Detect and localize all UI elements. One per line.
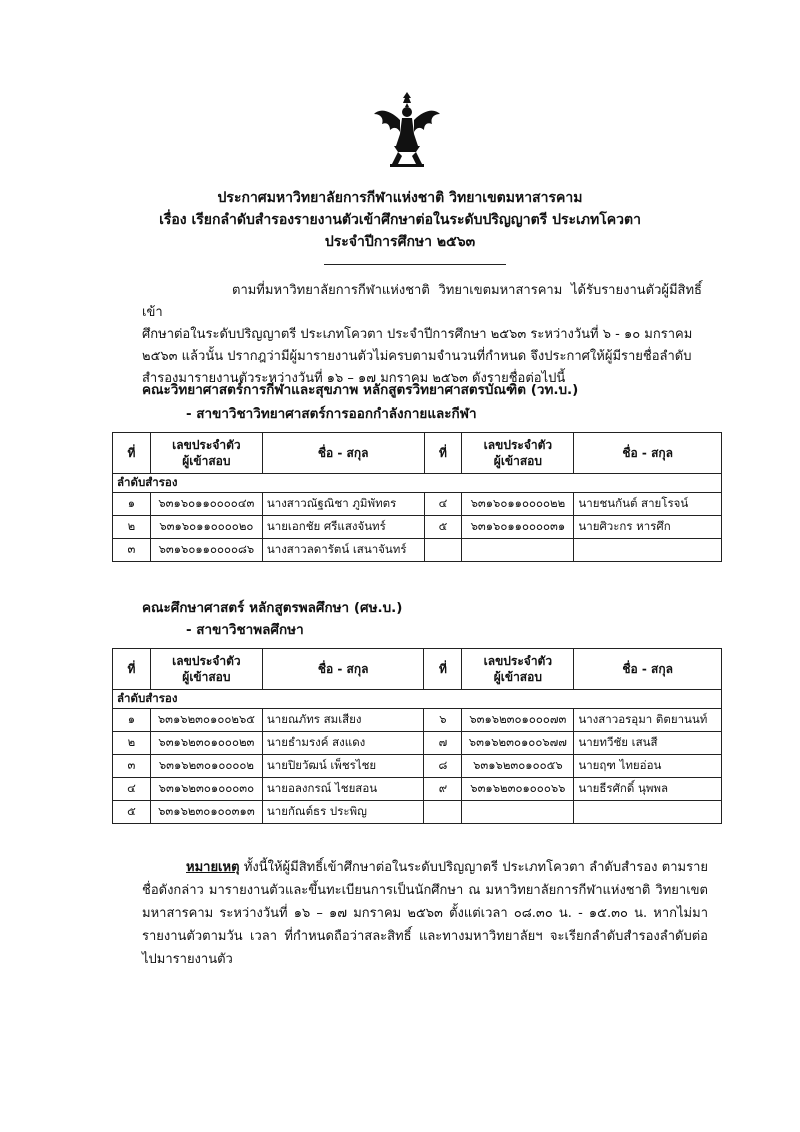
row-id: ๖๓๑๖๒๓๐๑๐๐๒๖๕ [150, 709, 262, 732]
note-text: ทั้งนี้ให้ผู้มีสิทธิ์เข้าศึกษาต่อในระดับปริญญาตรี ประเภทโควตา ลำดับสำรอง ตามรายชื่อดังกล่าว มารายงานตัวและขึ้นทะเบียนการเป็นนักศึกษา ณ มหาวิทยาลัยการกีฬาแห่งชาติ วิทยาเขตมหาสารคาม ระหว่างวันที่ ๑๖ – ๑๗ มกราคม ๒๕๖๓ ตั้งแต่เวลา ๐๘.๓๐ น. - ๑๕.๓๐ น. หากไม่มารายงานตัวตามวัน เวลา ที่กำหนดถือว่าสละสิทธิ์ และทางมหาวิทยาลัยฯ จะเรียกลำดับสำรองลำดับต่อไปมารายงานตัว [142, 860, 708, 967]
header-subject: เรื่อง เรียกลำดับสำรองรายงานตัวเข้าศึกษาต่อในระดับปริญญาตรี ประเภทโควตา [159, 212, 641, 228]
table-header-row [113, 433, 722, 474]
row-no: ๔ [113, 778, 151, 801]
row-id: ๖๓๑๖๐๑๑๐๐๐๐๓๑ [462, 516, 574, 539]
row-no: ๑ [113, 493, 151, 516]
row-no: ๒ [113, 516, 151, 539]
row-no: ๔ [424, 493, 462, 516]
row-id: ๖๓๑๖๒๓๐๑๐๐๖๗๗ [462, 732, 574, 755]
row-name: นายทวีชัย เสนสี [574, 732, 722, 755]
col-name: ชื่อ - สกุล [262, 433, 424, 474]
section1-faculty: คณะวิทยาศาสตร์การกีฬาและสุขภาพ หลักสูตรวิทยาศาสตรบัณฑิต (วท.บ.) [142, 382, 579, 398]
section1-table [112, 432, 722, 562]
table-row [113, 539, 722, 562]
row-name: นายกัณต์ธร ประพิญ [262, 801, 424, 824]
row-name: นายอลงกรณ์ ไชยสอน [262, 778, 424, 801]
row-id: ๖๓๑๖๒๓๐๑๐๐๐๖๖ [462, 778, 574, 801]
row-name: นางสาวอรอุมา ติตยานนท์ [574, 709, 722, 732]
header-year: ประจำปีการศึกษา ๒๕๖๓ [324, 234, 476, 250]
intro-line-2: ศึกษาต่อในระดับปริญญาตรี ประเภทโควตา ประจำปีการศึกษา ๒๕๖๓ ระหว่างวันที่ ๖ - ๑๐ มกราคม [142, 327, 693, 342]
note-paragraph [142, 856, 708, 971]
section2-table [112, 648, 722, 824]
row-id: ๖๓๑๖๐๑๑๐๐๐๐๒๒ [462, 493, 574, 516]
row-id: ๖๓๑๖๒๓๐๑๐๐๐๐๒ [150, 755, 262, 778]
col-no: ที่ [424, 433, 462, 474]
col-id: เลขประจำตัว ผู้เข้าสอบ [462, 649, 574, 690]
section1-major: - สาขาวิชาวิทยาศาสตร์การออกกำลังกายและกีฬา [186, 406, 477, 422]
row-name: นายศิวะกร หารศึก [574, 516, 722, 539]
table-row [113, 755, 722, 778]
table-row [113, 801, 722, 824]
intro-line-1: ตามที่มหาวิทยาลัยการกีฬาแห่งชาติ วิทยาเขตมหาสารคาม ได้รับรายงานตัวผู้มีสิทธิ์เข้า [142, 283, 702, 320]
row-name: นายปิยวัฒน์ เพ็ชรไชย [262, 755, 424, 778]
col-id: เลขประจำตัว ผู้เข้าสอบ [150, 649, 262, 690]
note-lead: หมายเหตุ [186, 860, 240, 875]
table-row [113, 709, 722, 732]
header-title: ประกาศมหาวิทยาลัยการกีฬาแห่งชาติ วิทยาเขตมหาสารคาม [217, 190, 583, 206]
header-divider [324, 264, 506, 265]
col-name: ชื่อ - สกุล [574, 433, 722, 474]
row-name: นางสาวณัฐณิชา ภูมิพัทตร [262, 493, 424, 516]
row-name: นายชนกันต์ สายโรจน์ [574, 493, 722, 516]
section2-major: - สาขาวิชาพลศึกษา [186, 622, 304, 638]
row-no: ๖ [424, 709, 462, 732]
col-id: เลขประจำตัว ผู้เข้าสอบ [150, 433, 262, 474]
row-name: นายณภัทร สมเสียง [262, 709, 424, 732]
group-label: ลำดับสำรอง [113, 474, 722, 493]
row-no: ๕ [424, 516, 462, 539]
col-no: ที่ [113, 433, 151, 474]
intro-line-3: ๒๕๖๓ แล้วนั้น ปรากฎว่ามีผู้มารายงานตัวไม่ครบตามจำนวนที่กำหนด จึงประกาศให้ผู้มีรายชื่อลำดับ [142, 349, 692, 364]
row-no: ๓ [113, 539, 151, 562]
row-name [574, 539, 722, 562]
row-no: ๓ [113, 755, 151, 778]
row-no: ๙ [424, 778, 462, 801]
row-name: นายฤฑ ไทยอ่อน [574, 755, 722, 778]
row-id: ๖๓๑๖๒๓๐๑๐๐๐๓๐ [150, 778, 262, 801]
row-id: ๖๓๑๖๐๑๑๐๐๐๐๔๓ [150, 493, 262, 516]
col-no: ที่ [113, 649, 151, 690]
row-id: ๖๓๑๖๒๓๐๑๐๐๐๒๓ [150, 732, 262, 755]
row-no [424, 539, 462, 562]
row-id: ๖๓๑๖๐๑๑๐๐๐๐๘๖ [150, 539, 262, 562]
col-no: ที่ [424, 649, 462, 690]
col-name: ชื่อ - สกุล [262, 649, 424, 690]
row-id [462, 801, 574, 824]
table-row [113, 778, 722, 801]
row-no: ๗ [424, 732, 462, 755]
section2-faculty: คณะศึกษาศาสตร์ หลักสูตรพลศึกษา (ศษ.บ.) [142, 600, 403, 616]
table-row [113, 493, 722, 516]
row-id: ๖๓๑๖๐๑๑๐๐๐๐๒๐ [150, 516, 262, 539]
row-no: ๒ [113, 732, 151, 755]
row-no: ๑ [113, 709, 151, 732]
group-label: ลำดับสำรอง [113, 690, 722, 709]
row-name [574, 801, 722, 824]
table-row [113, 732, 722, 755]
row-name: นายเอกชัย ศรีแสงจันทร์ [262, 516, 424, 539]
row-no [424, 801, 462, 824]
col-id: เลขประจำตัว ผู้เข้าสอบ [462, 433, 574, 474]
row-no: ๘ [424, 755, 462, 778]
row-no: ๕ [113, 801, 151, 824]
row-id [462, 539, 574, 562]
intro-paragraph [142, 280, 702, 390]
table-row [113, 516, 722, 539]
row-id: ๖๓๑๖๒๓๐๑๐๐๐๗๓ [462, 709, 574, 732]
row-name: นายธีรศักดิ์ นุพพล [574, 778, 722, 801]
row-name: นายธำมรงค์ สงแดง [262, 732, 424, 755]
garuda-emblem-icon [372, 90, 442, 170]
row-id: ๖๓๑๖๒๓๐๑๐๐๕๖ [462, 755, 574, 778]
table-header-row [113, 649, 722, 690]
row-name: นางสาวลดารัตน์ เสนาจันทร์ [262, 539, 424, 562]
intro-line-4: สำรองมารายงานตัวระหว่างวันที่ ๑๖ – ๑๗ มกราคม ๒๕๖๓ ดังรายชื่อต่อไปนี้ [142, 371, 566, 386]
row-id: ๖๓๑๖๒๓๐๑๐๐๓๑๓ [150, 801, 262, 824]
col-name: ชื่อ - สกุล [574, 649, 722, 690]
